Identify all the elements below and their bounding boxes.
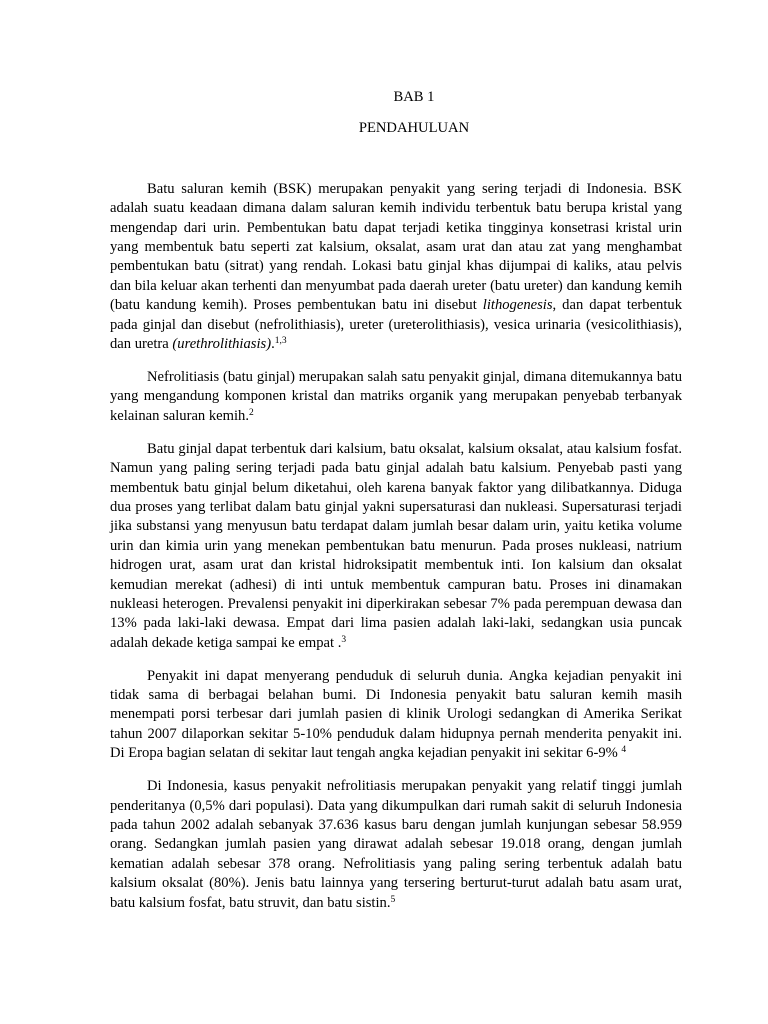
- paragraph-text: , dan dapat terbentuk pada ginjal dan disebut (nefrolithiasis), ureter (ureterolithiasis), vesica urinaria (vesicolithiasis), dan uretra: [110, 297, 682, 353]
- citation-reference: 4: [621, 745, 627, 756]
- body-paragraph: [110, 180, 682, 355]
- italic-term: (urethrolithiasis): [172, 336, 272, 353]
- body-paragraph: [110, 440, 682, 653]
- body-paragraph: [110, 777, 682, 913]
- paragraph-text: .: [271, 336, 275, 353]
- paragraph-text: Di Indonesia, kasus penyakit nefrolitiasis merupakan penyakit yang relatif tinggi jumlah penderitanya (0,5% dari populasi). Data yang dikumpulkan dari rumah sakit di seluruh Indonesia pada tahun 2002 adalah sebanyak 37.636 kasus baru dengan jumlah kunjungan sebesar 58.959 orang. Sedangkan jumlah pasien yang dirawat adalah sebesar 19.018 orang, dengan jumlah kematian adalah sebesar 378 orang. Nefrolitiasis yang paling sering terbentuk adalah batu kalsium oksalat (80%). Jenis batu lainnya yang tersering berturut-turut adalah batu asam urat, batu kalsium fosfat, batu struvit, dan batu sistin.: [110, 778, 682, 911]
- paragraph-text: Batu ginjal dapat terbentuk dari kalsium, batu oksalat, kalsium oksalat, atau kalsium fosfat. Namun yang paling sering terjadi pada batu ginjal adalah batu kalsium. Penyebab pasti yang membentuk batu ginjal belum diketahui, oleh karena banyak faktor yang dilibatkannya. Diduga dua proses yang terlibat dalam batu ginjal yakni supersaturasi dan nukleasi. Supersaturasi terjadi jika substansi yang menyusun batu terdapat dalam jumlah besar dalam urin, yaitu ketika volume urin dan kimia urin yang menekan pembentukan batu menurun. Pada proses nukleasi, natrium hidrogen urat, asam urat dan kristal hidroksipatit membentuk inti. Ion kalsium dan oksalat kemudian merekat (adhesi) di inti untuk membentuk campuran batu. Proses ini dinamakan nukleasi heterogen. Prevalensi penyakit ini diperkirakan sebesar 7% pada perempuan dewasa dan 13% pada laki-laki dewasa. Empat dari lima pasien adalah laki-laki, sedangkan usia puncak adalah dekade ketiga sampai ke empat .: [110, 440, 682, 651]
- paragraph-text: Nefrolitiasis (batu ginjal) merupakan salah satu penyakit ginjal, dimana ditemukannya batu yang mengandung komponen kristal dan matriks organik yang merupakan penyebab terbanyak kelainan saluran kemih.: [110, 368, 682, 424]
- body-paragraph: [110, 368, 682, 426]
- citation-reference: 1,3: [274, 336, 287, 347]
- italic-term: lithogenesis: [482, 297, 553, 314]
- document-body: [110, 180, 682, 913]
- citation-reference: 2: [249, 407, 254, 418]
- paragraph-text: Penyakit ini dapat menyerang penduduk di seluruh dunia. Angka kejadian penyakit ini tidak sama di berbagai belahan bumi. Di Indonesia penyakit batu saluran kemih masih menempati porsi terbesar dari jumlah pasien di klinik Urologi sedangkan di Amerika Serikat tahun 2007 dilaporkan sekitar 5-10% penduduk dalam hidupnya pernah menderita penyakit ini. Di Eropa bagian selatan di sekitar laut tengah angka kejadian penyakit ini sekitar 6-9%: [110, 667, 682, 762]
- chapter-number: BAB 1: [393, 89, 435, 105]
- body-paragraph: [110, 667, 682, 764]
- paragraph-text: Batu saluran kemih (BSK) merupakan penyakit yang sering terjadi di Indonesia. BSK adalah suatu keadaan dimana dalam saluran kemih individu terbentuk batu berupa kristal yang mengendap dari urin. Pembentukan batu dapat terjadi ketika tingginya konsetrasi kristal urin yang membentuk batu seperti zat kalsium, oksalat, asam urat dan atau zat yang menghambat pembentukan batu (sitrat) yang rendah. Lokasi batu ginjal khas dijumpai di kaliks, atau pelvis dan bila keluar akan terhenti dan menyumbat pada daerah ureter (batu ureter) dan kandung kemih (batu kandung kemih). Proses pembentukan batu ini disebut: [110, 180, 682, 314]
- citation-reference: 5: [390, 894, 396, 905]
- citation-reference: 3: [341, 634, 347, 645]
- chapter-title: PENDAHULUAN: [358, 120, 470, 137]
